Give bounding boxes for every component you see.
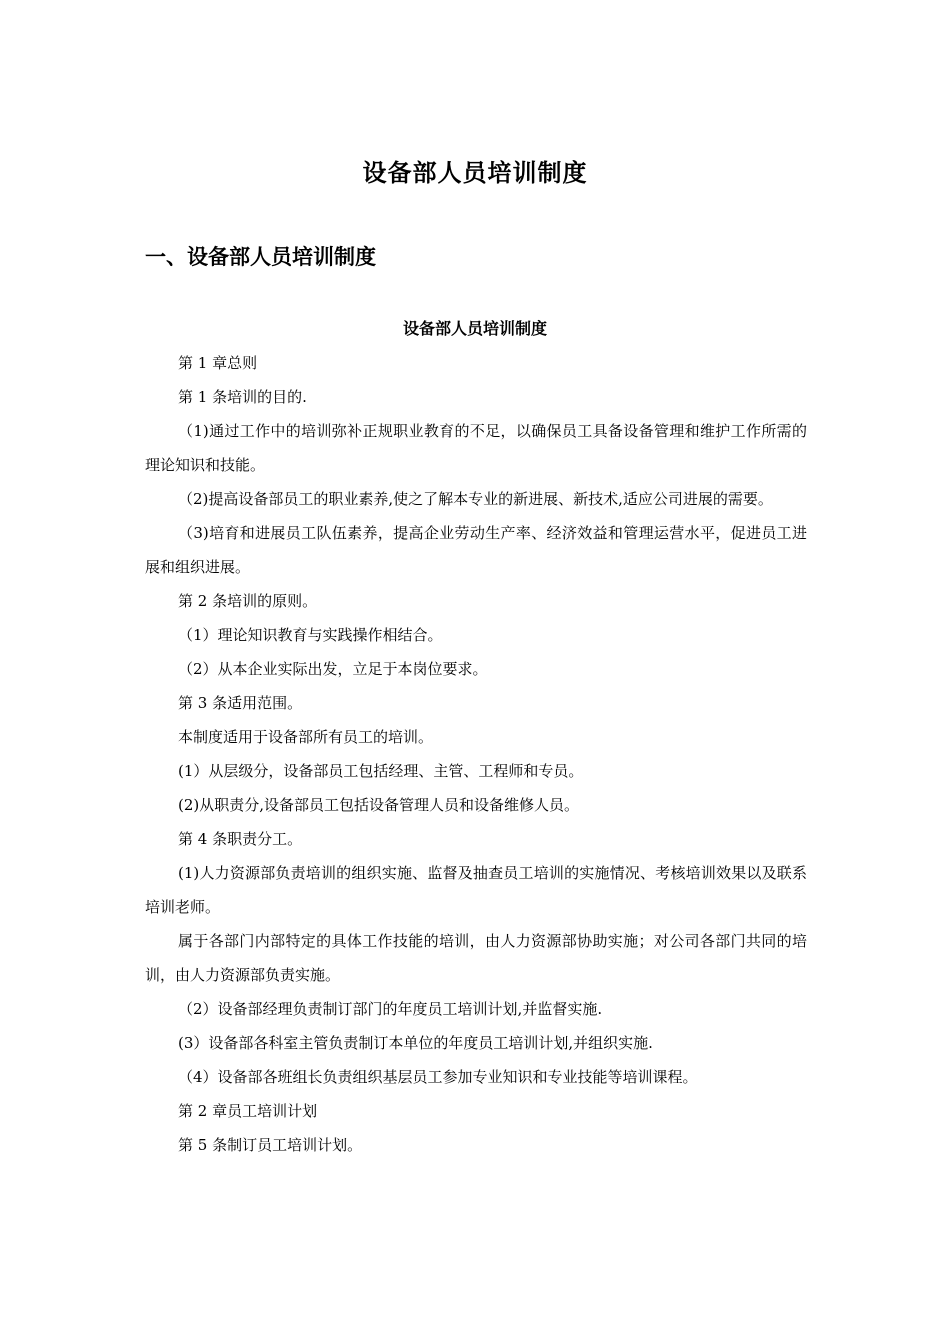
paragraph: (2)从职责分,设备部员工包括设备管理人员和设备维修人员。	[178, 796, 580, 814]
paragraph: 第 1 条培训的目的.	[178, 388, 307, 406]
paragraph: 第 2 章员工培训计划	[178, 1102, 318, 1120]
paragraph: (3）设备部各科室主管负责制订本单位的年度员工培训计划,并组织实施.	[178, 1034, 653, 1052]
paragraph: 本制度适用于设备部所有员工的培训。	[178, 728, 434, 746]
paragraph: 第 2 条培训的原则。	[178, 592, 318, 610]
paragraph: （2)提高设备部员工的职业素养,使之了解本专业的新进展、新技术,适应公司进展的需要。	[178, 490, 773, 508]
document-title: 设备部人员培训制度	[362, 159, 588, 187]
paragraph: （1)通过工作中的培训弥补正规职业教育的不足，以确保员工具备设备管理和维护工作所需的理论知识和技能。	[145, 422, 807, 474]
section-heading: 一、设备部人员培训制度	[145, 245, 376, 269]
paragraph: 第 1 章总则	[178, 354, 258, 372]
paragraph: 第 5 条制订员工培训计划。	[178, 1136, 363, 1154]
paragraph: 第 3 条适用范围。	[178, 694, 303, 712]
paragraph: (1)人力资源部负责培训的组织实施、监督及抽查员工培训的实施情况、考核培训效果以及联系培训老师。	[145, 864, 807, 916]
paragraph: （2）设备部经理负责制订部门的年度员工培训计划,并监督实施.	[178, 1000, 603, 1018]
paragraph: （1）理论知识教育与实践操作相结合。	[178, 626, 443, 644]
paragraph: (1）从层级分，设备部员工包括经理、主管、工程师和专员。	[178, 762, 584, 780]
paragraph: （4）设备部各班组长负责组织基层员工参加专业知识和专业技能等培训课程。	[178, 1068, 698, 1086]
paragraph: 属于各部门内部特定的具体工作技能的培训，由人力资源部协助实施；对公司各部门共同的培训，由人力资源部负责实施。	[145, 932, 807, 984]
document-body	[145, 346, 807, 1162]
paragraph: （2）从本企业实际出发，立足于本岗位要求。	[178, 660, 488, 678]
paragraph: （3)培育和进展员工队伍素养，提高企业劳动生产率、经济效益和管理运营水平，促进员工进展和组织进展。	[145, 524, 807, 576]
paragraph: 第 4 条职责分工。	[178, 830, 303, 848]
sub-title: 设备部人员培训制度	[402, 319, 547, 338]
